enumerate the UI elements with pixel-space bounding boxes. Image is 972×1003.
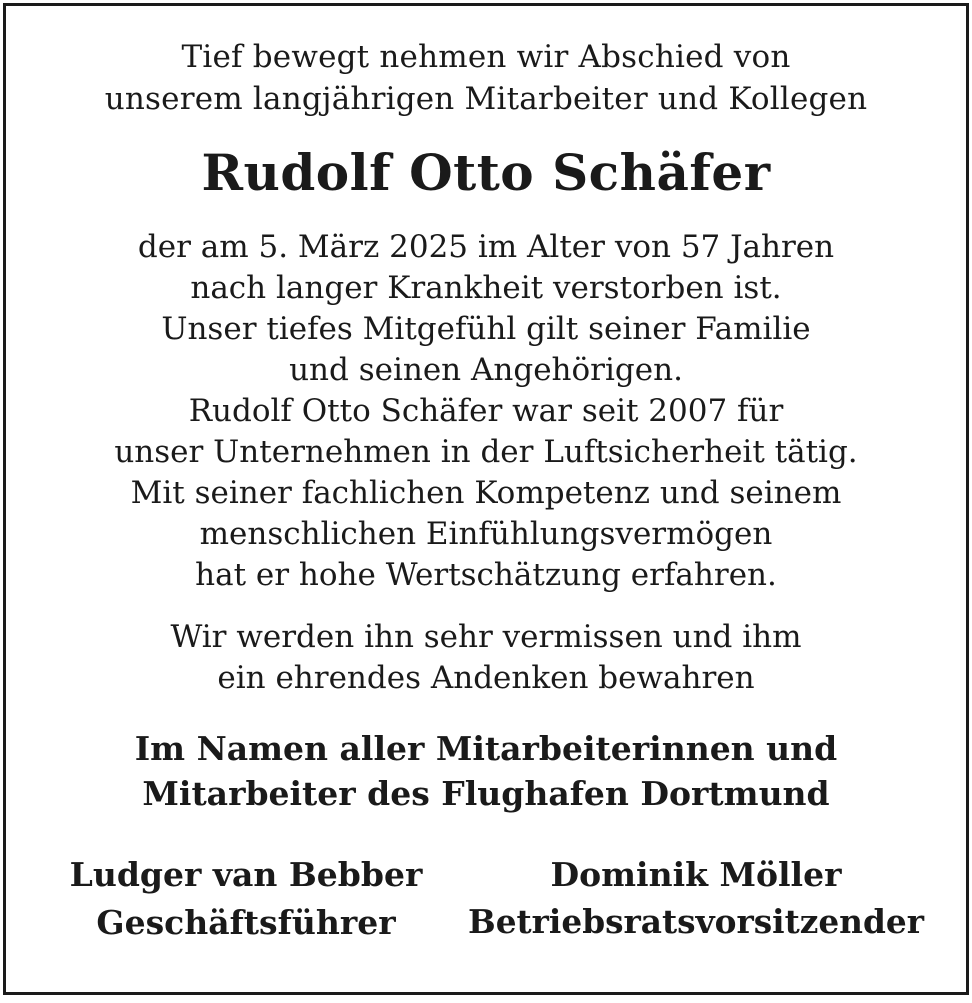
signatory-role: Geschäftsführer: [96, 903, 396, 942]
on-behalf-line: Mitarbeiter des Flughafen Dortmund: [142, 774, 830, 813]
body-line: Mit seiner fachlichen Kompetenz und seinem: [130, 475, 842, 511]
body-line: nach langer Krankheit verstorben ist.: [190, 270, 782, 306]
signatory-name: Dominik Möller: [550, 855, 842, 894]
body-line: hat er hohe Wertschätzung erfahren.: [195, 557, 777, 593]
body-line: der am 5. März 2025 im Alter von 57 Jahren: [137, 229, 835, 265]
body-line: unser Unternehmen in der Luftsicherheit tätig.: [114, 434, 858, 470]
on-behalf-line: Im Namen aller Mitarbeiterinnen und: [134, 729, 838, 768]
obituary-notice: [3, 3, 969, 995]
signatory-name: Ludger van Bebber: [69, 855, 423, 894]
body-line: Unser tiefes Mitgefühl gilt seiner Familie: [161, 311, 811, 347]
intro-line: Tief bewegt nehmen wir Abschied von: [181, 39, 791, 75]
intro-line: unserem langjährigen Mitarbeiter und Kollegen: [104, 81, 868, 117]
body-line: und seinen Angehörigen.: [289, 352, 683, 388]
body-line: menschlichen Einfühlungsvermögen: [199, 516, 773, 552]
signatory-left: [6, 855, 486, 942]
body-line: Rudolf Otto Schäfer war seit 2007 für: [188, 393, 784, 429]
signatory-role: Betriebsratsvorsitzender: [468, 902, 924, 941]
closing-line: ein ehrendes Andenken bewahren: [217, 660, 755, 696]
closing-line: Wir werden ihn sehr vermissen und ihm: [170, 619, 802, 655]
deceased-name: Rudolf Otto Schäfer: [201, 143, 771, 202]
signatory-right: [456, 855, 936, 941]
